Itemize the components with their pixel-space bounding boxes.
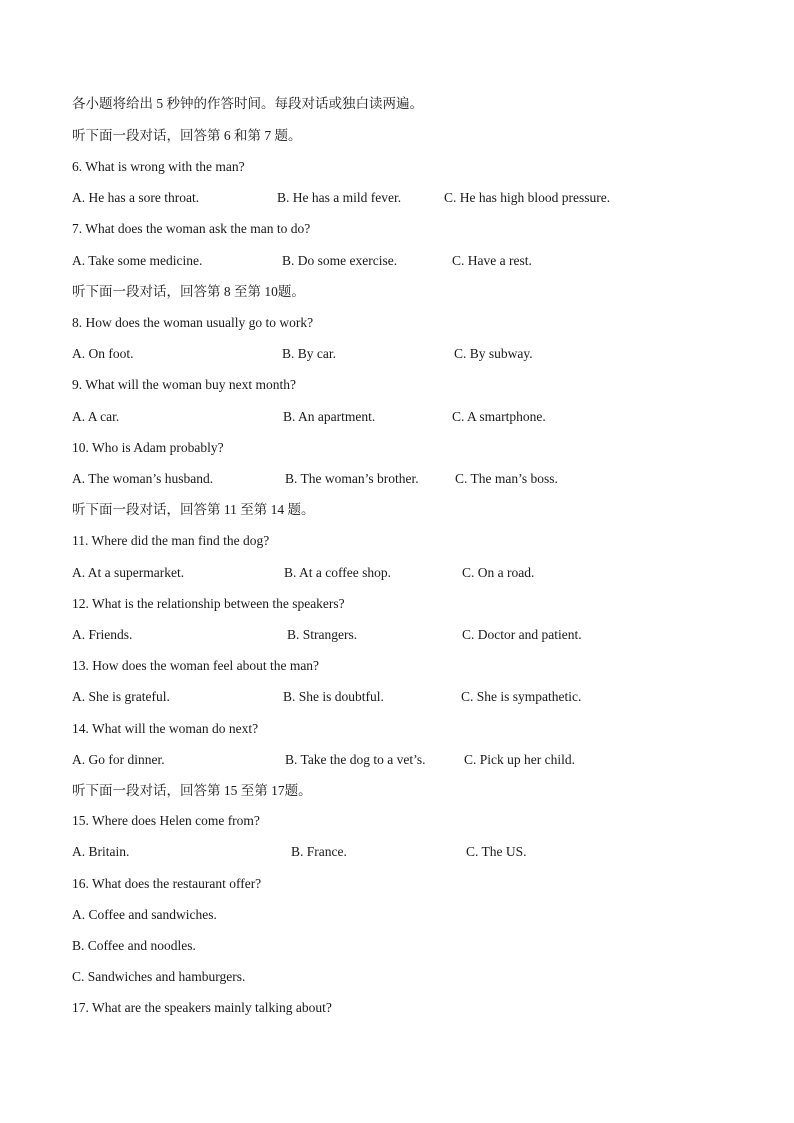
option-b: B. He has a mild fever. — [277, 190, 402, 205]
question-13: 13. How does the woman feel about the man? — [72, 658, 320, 673]
option-a: A. The woman’s husband. — [72, 471, 214, 486]
option-b: B. The woman’s brother. — [285, 471, 419, 486]
option-c: C. Sandwiches and hamburgers. — [72, 969, 246, 984]
option-b: B. By car. — [282, 346, 336, 361]
option-b: B. France. — [291, 844, 347, 859]
option-a: A. Go for dinner. — [72, 752, 165, 767]
option-a: A. Britain. — [72, 844, 130, 859]
option-b: B. Do some exercise. — [282, 253, 398, 268]
option-a: A. He has a sore throat. — [72, 190, 200, 205]
section-heading: 听下面一段对话，回答第 6 和第 7 题。 — [72, 128, 302, 143]
option-c: C. The US. — [466, 844, 527, 859]
option-b: B. She is doubtful. — [283, 689, 384, 704]
option-b: B. Coffee and noodles. — [72, 938, 196, 953]
option-a: A. She is grateful. — [72, 689, 170, 704]
question-8: 8. How does the woman usually go to work? — [72, 315, 314, 330]
question-17: 17. What are the speakers mainly talking about? — [72, 1000, 332, 1015]
question-12: 12. What is the relationship between the speakers? — [72, 596, 345, 611]
option-c: C. Have a rest. — [452, 253, 532, 268]
option-a: A. Friends. — [72, 627, 133, 642]
option-c: C. The man’s boss. — [455, 471, 558, 486]
option-b: B. An apartment. — [283, 409, 376, 424]
question-9: 9. What will the woman buy next month? — [72, 377, 296, 392]
section-heading: 听下面一段对话，回答第 11 至第 14 题。 — [72, 502, 315, 517]
option-b: B. Strangers. — [287, 627, 358, 642]
question-11: 11. Where did the man find the dog? — [72, 533, 270, 548]
option-c: C. He has high blood pressure. — [444, 190, 611, 205]
option-c: C. A smartphone. — [452, 409, 546, 424]
section-heading: 听下面一段对话，回答第 8 至第 10题。 — [72, 284, 305, 299]
question-16: 16. What does the restaurant offer? — [72, 876, 262, 891]
option-c: C. Doctor and patient. — [462, 627, 582, 642]
option-a: A. At a supermarket. — [72, 565, 185, 580]
option-b: B. At a coffee shop. — [284, 565, 391, 580]
option-c: C. She is sympathetic. — [461, 689, 582, 704]
option-a: A. Take some medicine. — [72, 253, 203, 268]
question-15: 15. Where does Helen come from? — [72, 813, 260, 828]
question-14: 14. What will the woman do next? — [72, 721, 259, 736]
option-a: A. Coffee and sandwiches. — [72, 907, 217, 922]
intro-text: 各小题将给出 5 秒钟的作答时间。每段对话或独白读两遍。 — [72, 96, 423, 111]
question-6: 6. What is wrong with the man? — [72, 159, 245, 174]
option-a: A. A car. — [72, 409, 120, 424]
option-c: C. On a road. — [462, 565, 535, 580]
option-a: A. On foot. — [72, 346, 134, 361]
question-7: 7. What does the woman ask the man to do? — [72, 221, 311, 236]
option-c: C. Pick up her child. — [464, 752, 575, 767]
question-10: 10. Who is Adam probably? — [72, 440, 224, 455]
section-heading: 听下面一段对话，回答第 15 至第 17题。 — [72, 783, 312, 798]
option-c: C. By subway. — [454, 346, 533, 361]
option-b: B. Take the dog to a vet’s. — [285, 752, 426, 767]
